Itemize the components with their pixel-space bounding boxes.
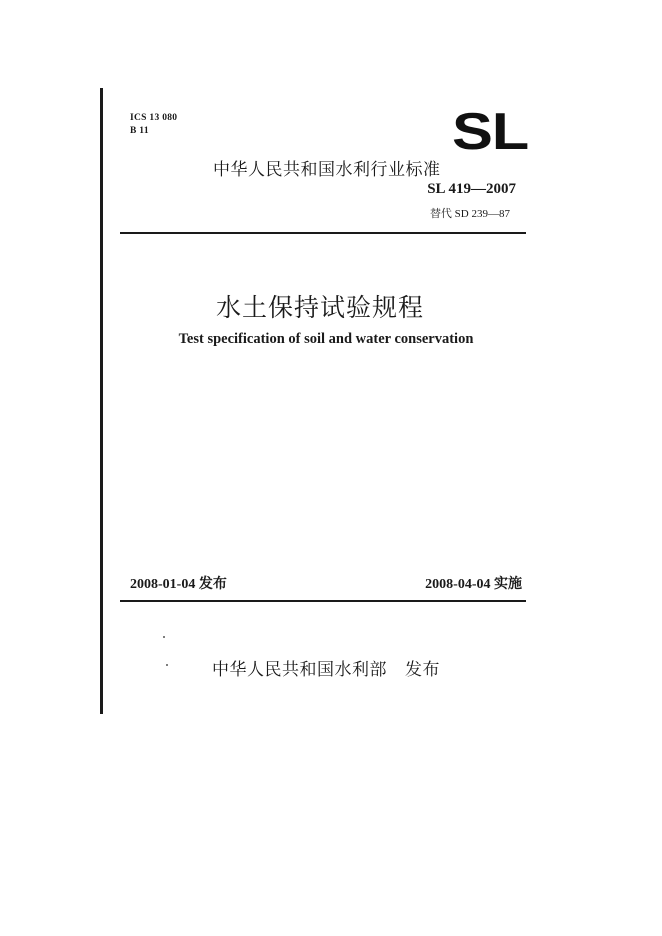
document-title-english: Test specification of soil and water conservation bbox=[178, 331, 474, 347]
ccs-code: B 11 bbox=[130, 126, 149, 136]
scan-speck bbox=[163, 636, 165, 638]
classification-codes bbox=[130, 112, 177, 138]
issue-date: 2008-01-04 发布 bbox=[130, 577, 227, 592]
left-margin-bar bbox=[100, 88, 103, 714]
publisher-org: 中华人民共和国水利部 bbox=[212, 660, 387, 680]
ics-code: ICS 13 080 bbox=[130, 113, 178, 123]
bottom-divider bbox=[120, 600, 526, 602]
sl-logo: SL bbox=[452, 103, 529, 161]
standard-number: SL 419—2007 bbox=[427, 181, 516, 197]
publisher-action: 发布 bbox=[405, 660, 440, 680]
industry-standard-title: 中华人民共和国水利行业标准 bbox=[213, 160, 441, 180]
document-title-chinese: 水土保持试验规程 bbox=[215, 293, 424, 322]
publisher bbox=[212, 655, 440, 680]
top-divider bbox=[120, 232, 526, 234]
replaces-standard: 替代 SD 239—87 bbox=[429, 208, 510, 220]
implementation-date: 2008-04-04 实施 bbox=[425, 577, 522, 592]
scan-speck bbox=[166, 664, 168, 666]
